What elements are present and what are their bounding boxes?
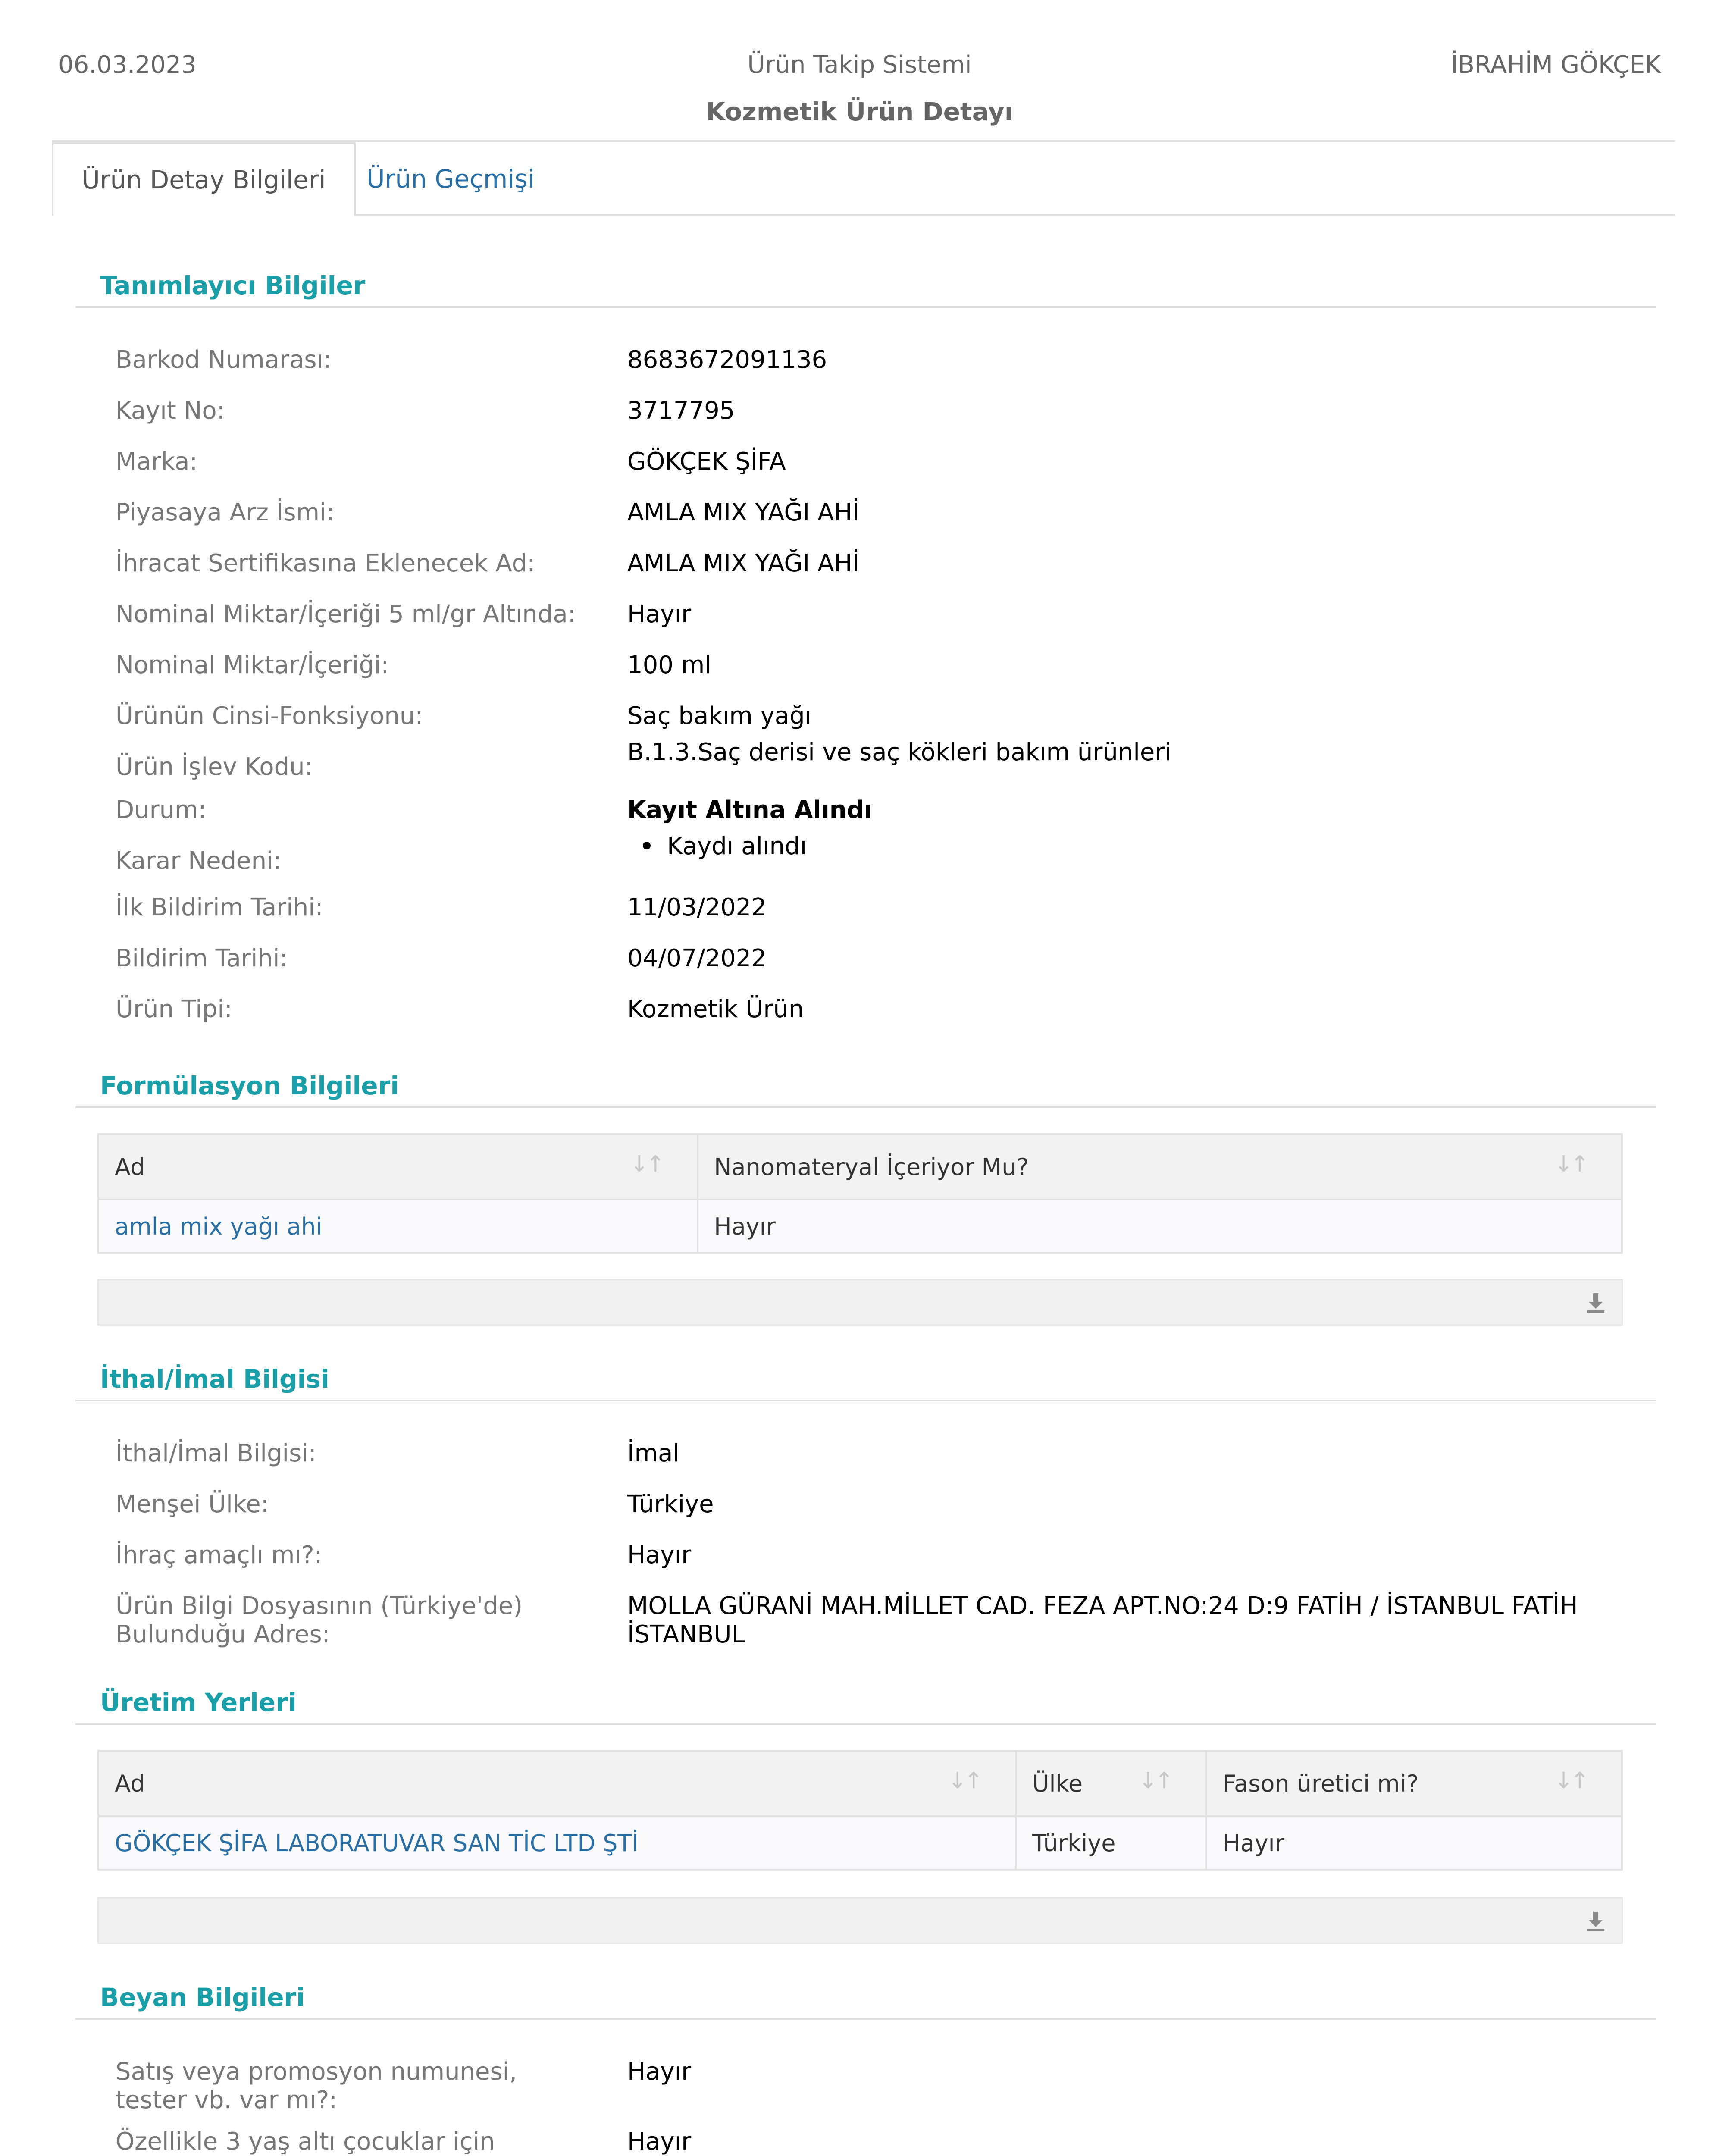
function-code-value: B.1.3.Saç derisi ve saç kökleri bakım ürünleri	[627, 738, 1171, 766]
notification-date: 04/07/2022	[627, 944, 767, 972]
field-label: Ürün Bilgi Dosyasının (Türkiye'de) Bulunduğu Adres:	[116, 1592, 523, 1648]
field-label: İthal/İmal Bilgisi:	[116, 1439, 316, 1467]
column-header-nanomateryal[interactable]: Nanomateryal İçeriyor Mu? ↓↑	[714, 1151, 1587, 1181]
decision-reason-item	[627, 832, 807, 861]
section-title-uretim: Üretim Yerleri	[100, 1688, 297, 1717]
field-label: Nominal Miktar/İçeriği 5 ml/gr Altında:	[116, 600, 576, 628]
table-cell: Türkiye	[1017, 1817, 1207, 1869]
field-label: Bildirim Tarihi:	[116, 944, 288, 972]
status-value: Kayıt Altına Alındı	[627, 796, 872, 824]
sort-icon[interactable]: ↓↑	[1554, 1768, 1587, 1794]
formulation-table	[97, 1133, 1623, 1254]
export-cert-name-value: AMLA MIX YAĞI AHİ	[627, 549, 860, 577]
table-header-row	[99, 1135, 1621, 1199]
download-icon[interactable]	[1583, 1290, 1609, 1316]
field-label: Nominal Miktar/İçeriği:	[116, 651, 389, 679]
sort-icon[interactable]: ↓↑	[1138, 1768, 1171, 1794]
page-title: Kozmetik Ürün Detayı	[706, 97, 1013, 126]
table-row	[99, 1199, 1621, 1252]
table-row	[99, 1815, 1621, 1869]
section-title-beyan: Beyan Bilgileri	[100, 1983, 305, 2012]
column-header-ad[interactable]: Ad ↓↑	[99, 1752, 1017, 1815]
bullet-icon	[643, 842, 651, 849]
field-label: Ürün İşlev Kodu:	[116, 753, 313, 781]
field-label: Özellikle 3 yaş altı çocuklar için	[116, 2128, 495, 2156]
table-header-row	[99, 1752, 1621, 1815]
section-divider	[75, 1106, 1656, 1108]
section-divider	[75, 306, 1656, 308]
section-title-tanimlayici: Tanımlayıcı Bilgiler	[100, 271, 366, 300]
section-title-ithal: İthal/İmal Bilgisi	[100, 1364, 329, 1394]
header-divider	[52, 140, 1675, 142]
tab-urun-gecmisi[interactable]: Ürün Geçmişi	[366, 164, 535, 194]
column-header-ad[interactable]: Ad ↓↑	[99, 1135, 698, 1199]
import-manufacture-value: İmal	[627, 1439, 679, 1467]
nominal-under-5-value: Hayır	[627, 600, 692, 628]
column-header-ulke[interactable]: Ülke ↓↑	[1017, 1752, 1207, 1815]
section-divider	[75, 2018, 1656, 2020]
field-label: Ürün Tipi:	[116, 995, 232, 1023]
sample-value: Hayır	[627, 2058, 692, 2086]
sort-icon[interactable]: ↓↑	[948, 1768, 980, 1794]
field-label: Piyasaya Arz İsmi:	[116, 498, 335, 526]
field-label: Durum:	[116, 796, 207, 824]
tab-urun-detay[interactable]: Ürün Detay Bilgileri	[52, 142, 356, 216]
tab-active-gap	[53, 213, 354, 216]
origin-country-value: Türkiye	[627, 1490, 714, 1518]
product-kind-value: Kozmetik Ürün	[627, 995, 804, 1023]
sort-icon[interactable]: ↓↑	[629, 1151, 662, 1177]
table-footer	[97, 1897, 1623, 1944]
table-cell: Hayır	[714, 1213, 776, 1240]
section-divider	[75, 1723, 1656, 1725]
field-label: Kayıt No:	[116, 397, 225, 425]
field-label: Ürünün Cinsi-Fonksiyonu:	[116, 702, 423, 730]
info-file-address-value: MOLLA GÜRANİ MAH.MİLLET CAD. FEZA APT.NO:24 D:9 FATİH / İSTANBUL FATİH İSTANBUL	[627, 1592, 1578, 1648]
product-type-function-value: Saç bakım yağı	[627, 702, 812, 730]
field-label: İhracat Sertifikasına Eklenecek Ad:	[116, 549, 535, 577]
decision-reason-value: Kaydı alındı	[667, 832, 807, 860]
first-notification-date: 11/03/2022	[627, 893, 767, 921]
user-name: İBRAHİM GÖKÇEK	[1451, 51, 1661, 79]
section-title-formulasyon: Formülasyon Bilgileri	[100, 1071, 399, 1100]
barcode-value: 8683672091136	[627, 346, 827, 374]
download-icon[interactable]	[1583, 1908, 1609, 1934]
field-label: Karar Nedeni:	[116, 847, 282, 875]
manufacturer-link[interactable]: GÖKÇEK ŞİFA LABORATUVAR SAN TİC LTD ŞTİ	[99, 1817, 1017, 1869]
table-cell: Hayır	[1223, 1829, 1284, 1857]
column-header-fason[interactable]: Fason üretici mi? ↓↑	[1223, 1768, 1587, 1797]
field-label: Barkod Numarası:	[116, 346, 332, 374]
field-label: Satış veya promosyon numunesi, tester vb. var mı?:	[116, 2058, 517, 2114]
under-3-value: Hayır	[627, 2128, 692, 2156]
market-name-value: AMLA MIX YAĞI AHİ	[627, 498, 860, 526]
section-divider	[75, 1400, 1656, 1401]
formulation-name-link[interactable]: amla mix yağı ahi	[99, 1200, 698, 1252]
field-label: İlk Bildirim Tarihi:	[116, 893, 323, 921]
field-label: Marka:	[116, 448, 198, 476]
production-sites-table	[97, 1750, 1623, 1871]
field-label: Menşei Ülke:	[116, 1490, 269, 1518]
nominal-amount-value: 100 ml	[627, 651, 711, 679]
field-label: İhraç amaçlı mı?:	[116, 1541, 323, 1569]
system-name: Ürün Takip Sistemi	[747, 51, 972, 79]
table-footer	[97, 1279, 1623, 1326]
sort-icon[interactable]: ↓↑	[1554, 1151, 1587, 1177]
print-date: 06.03.2023	[58, 51, 197, 79]
registration-no-value: 3717795	[627, 397, 735, 425]
export-purpose-value: Hayır	[627, 1541, 692, 1569]
brand-value: GÖKÇEK ŞİFA	[627, 448, 786, 476]
